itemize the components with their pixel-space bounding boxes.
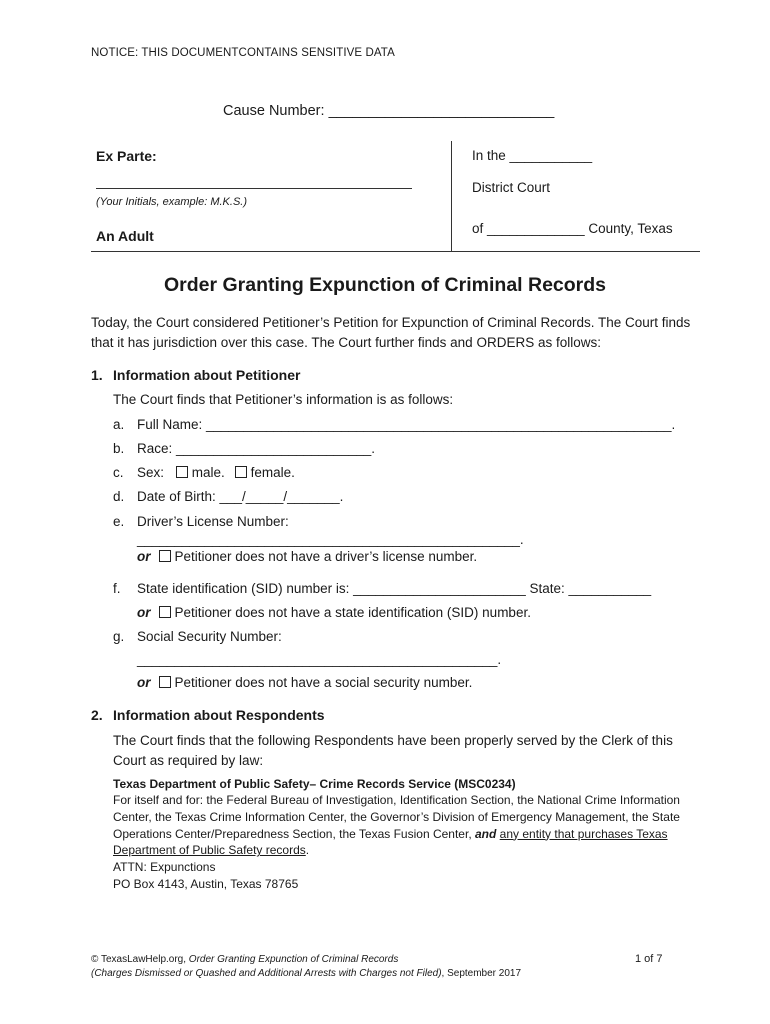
section-2-number: 2. — [91, 707, 103, 723]
item-letter: g. — [113, 629, 125, 644]
respondent-body-text: For itself and for: the Federal Bureau of Investigation, Identification Section, the National Crime Information Center, the Texas Crime Information Center, the Governor’s Division of Emergency Management, the State Operations Center/Preparedness Section, the Texas Fusion Center, — [113, 793, 680, 841]
no-dl-option — [137, 549, 477, 564]
race-field[interactable]: Race: __________________________. — [137, 441, 375, 456]
respondent-body-end: . — [305, 843, 310, 858]
no-sid-option — [137, 605, 531, 620]
female-checkbox[interactable] — [235, 466, 247, 478]
address-line: PO Box 4143, Austin, Texas 78765 — [113, 876, 299, 891]
initials-blank-line[interactable] — [96, 187, 412, 189]
no-sid-checkbox[interactable] — [159, 606, 171, 618]
dl-item — [113, 514, 289, 529]
sensitive-data-notice: NOTICE: THIS DOCUMENTCONTAINS SENSITIVE DATA — [91, 47, 395, 59]
intro-paragraph: Today, the Court considered Petitioner’s Petition for Expunction of Criminal Records. The Court finds that it has jurisdiction over this case. The Court further finds and ORDERS as follows: — [91, 315, 691, 350]
initials-hint: (Your Initials, example: M.K.S.) — [96, 196, 247, 208]
section-1-number: 1. — [91, 367, 103, 383]
sex-label: Sex: — [137, 465, 165, 480]
footer-date: , September 2017 — [441, 968, 522, 979]
document-title: Order Granting Expunction of Criminal Records — [163, 274, 607, 296]
county-line: of _____________ County, Texas — [472, 221, 673, 236]
or-label: or — [137, 675, 151, 690]
no-dl-checkbox[interactable] — [159, 550, 171, 562]
ssn-field[interactable]: ________________________________________________. — [137, 652, 502, 667]
or-label: or — [137, 605, 151, 620]
no-sid-label: Petitioner does not have a state identification (SID) number. — [174, 605, 531, 620]
ssn-item — [113, 629, 282, 644]
respondent-name: Texas Department of Public Safety– Crime Records Service (MSC0234) — [113, 777, 516, 791]
section-2-lead: The Court finds that the following Respondents have been properly served by the Clerk of this Court as required by law: — [113, 733, 673, 768]
item-letter: a. — [113, 417, 125, 432]
footer-subtitle: (Charges Dismissed or Quashed and Additional Arrests with Charges not Filed) — [91, 968, 442, 979]
footer — [91, 953, 521, 981]
dl-field[interactable]: ___________________________________________________. — [137, 532, 524, 547]
sid-field[interactable]: State identification (SID) number is: _______________________ State: ___________ — [137, 581, 652, 596]
footer-doc-title: Order Granting Expunction of Criminal Records — [188, 954, 399, 965]
female-label: female. — [250, 465, 295, 480]
full-name-field[interactable]: Full Name: ______________________________________________________________. — [137, 417, 676, 432]
respondent-any-entity: any entity that purchases Texas Department of Public Safety records — [113, 826, 668, 858]
no-dl-label: Petitioner does not have a driver’s license number. — [174, 549, 478, 564]
race-item — [113, 441, 375, 456]
dl-label: Driver’s License Number: — [137, 514, 289, 529]
respondent-and: and — [474, 826, 497, 841]
in-the-court-line: In the ___________ — [472, 148, 593, 163]
no-ssn-checkbox[interactable] — [159, 676, 171, 688]
footer-site: © TexasLawHelp.org, — [91, 954, 189, 965]
dob-item — [113, 489, 343, 504]
page-number: 1 of 7 — [635, 953, 663, 965]
item-letter: f. — [113, 581, 121, 596]
or-label: or — [137, 549, 151, 564]
section-1-heading — [91, 367, 300, 383]
ssn-label: Social Security Number: — [137, 629, 282, 644]
section-1-title: Information about Petitioner — [113, 367, 301, 383]
item-letter: b. — [113, 441, 125, 456]
no-ssn-option — [137, 675, 472, 690]
section-1-lead: The Court finds that Petitioner’s information is as follows: — [113, 392, 454, 407]
attn-line: ATTN: Expunctions — [113, 860, 216, 875]
dob-field[interactable]: Date of Birth: ___/_____/_______. — [137, 489, 344, 504]
caption-left — [96, 148, 436, 244]
male-checkbox[interactable] — [176, 466, 188, 478]
item-letter: d. — [113, 489, 125, 504]
section-2-title: Information about Respondents — [113, 707, 325, 723]
item-letter: e. — [113, 514, 125, 529]
sex-item — [113, 465, 295, 480]
sid-item — [113, 581, 651, 596]
male-label: male. — [191, 465, 225, 480]
full-name-item — [113, 417, 675, 432]
no-ssn-label: Petitioner does not have a social security number. — [174, 675, 473, 690]
respondent-details — [113, 792, 693, 893]
an-adult-label: An Adult — [96, 228, 154, 244]
cause-number: Cause Number: ____________________________ — [223, 103, 555, 119]
caption-divider — [451, 141, 452, 251]
item-letter: c. — [113, 465, 124, 480]
ex-parte-label: Ex Parte: — [96, 148, 157, 164]
district-court-label: District Court — [472, 180, 551, 195]
caption-bottom-rule — [91, 251, 700, 252]
section-2-heading — [91, 707, 325, 723]
